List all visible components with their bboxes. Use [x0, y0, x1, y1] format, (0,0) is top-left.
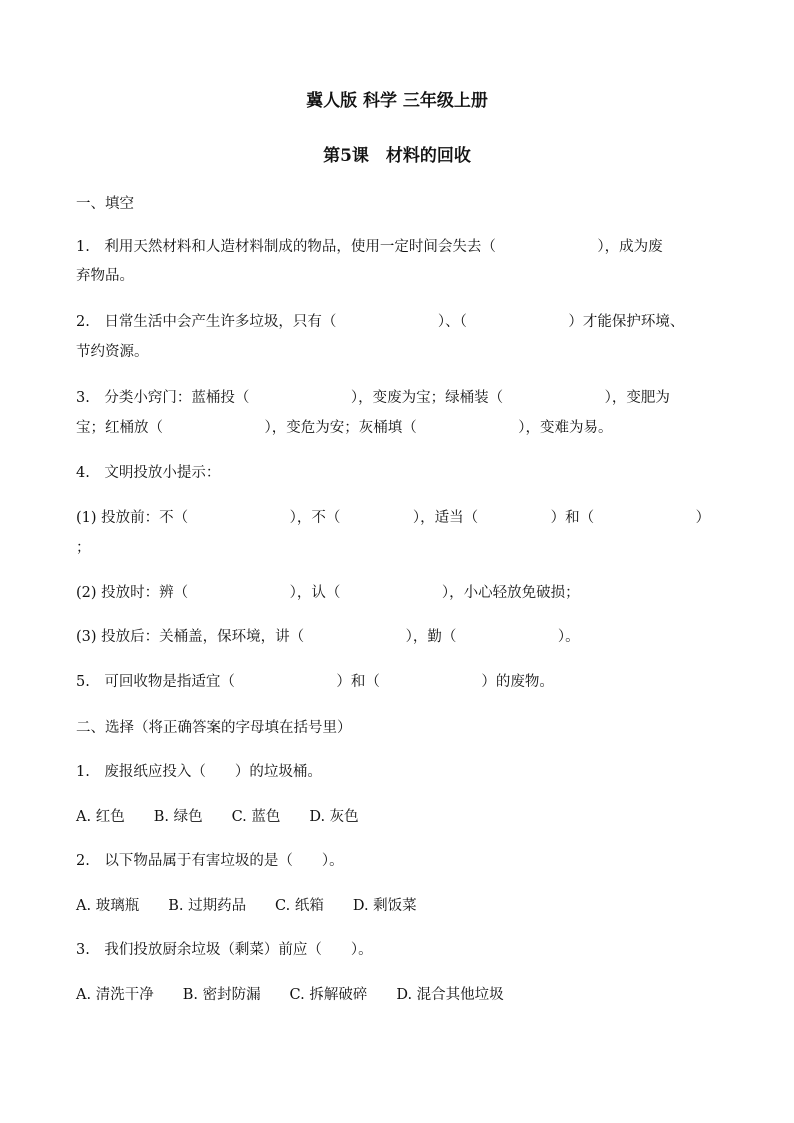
fill-q2-line2: 节约资源。	[76, 344, 149, 360]
fill-q4-part2: (2) 投放时：辨（ ），认（ ），小心轻放免破损；	[76, 585, 580, 601]
choice-q3-options: A. 清洗干净 B. 密封防漏 C. 拆解破碎 D. 混合其他垃圾	[76, 987, 504, 1003]
choice-section-heading: 二、选择（将正确答案的字母填在括号里）	[76, 720, 352, 736]
page-title: 冀人版 科学 三年级上册	[306, 91, 488, 111]
fill-q3-line1: 3. 分类小窍门：蓝桶投（ ），变废为宝；绿桶装（ ），变肥为	[76, 390, 670, 406]
fill-q2-line1: 2. 日常生活中会产生许多垃圾，只有（ ）、（ ）才能保护环境、	[76, 314, 685, 330]
fill-q1-line1: 1. 利用天然材料和人造材料制成的物品，使用一定时间会失去（ ），成为废	[76, 239, 663, 255]
lesson-title: 第5课 材料的回收	[323, 146, 471, 166]
fill-q1-line2: 弃物品。	[76, 268, 134, 284]
choice-q1: 1. 废报纸应投入（ ）的垃圾桶。	[76, 764, 322, 780]
fill-q3-line2: 宝；红桶放（ ），变危为安；灰桶填（ ），变难为易。	[76, 420, 613, 436]
fill-q4-part3: (3) 投放后：关桶盖，保环境，讲（ ），勤（ ）。	[76, 629, 580, 645]
choice-q3: 3. 我们投放厨余垃圾（剩菜）前应（ ）。	[76, 942, 373, 958]
choice-q2-options: A. 玻璃瓶 B. 过期药品 C. 纸箱 D. 剩饭菜	[76, 898, 417, 914]
fill-section-heading: 一、填空	[76, 196, 134, 212]
choice-q1-options: A. 红色 B. 绿色 C. 蓝色 D. 灰色	[76, 809, 359, 825]
fill-q4-part1: (1) 投放前：不（ ），不（ ），适当（ ）和（ ）	[76, 510, 711, 526]
fill-q4-part1-cont: ；	[76, 540, 91, 556]
choice-q2: 2. 以下物品属于有害垃圾的是（ ）。	[76, 853, 344, 869]
fill-q4: 4. 文明投放小提示：	[76, 465, 221, 481]
fill-q5: 5. 可回收物是指适宜（ ）和（ ）的废物。	[76, 674, 554, 690]
